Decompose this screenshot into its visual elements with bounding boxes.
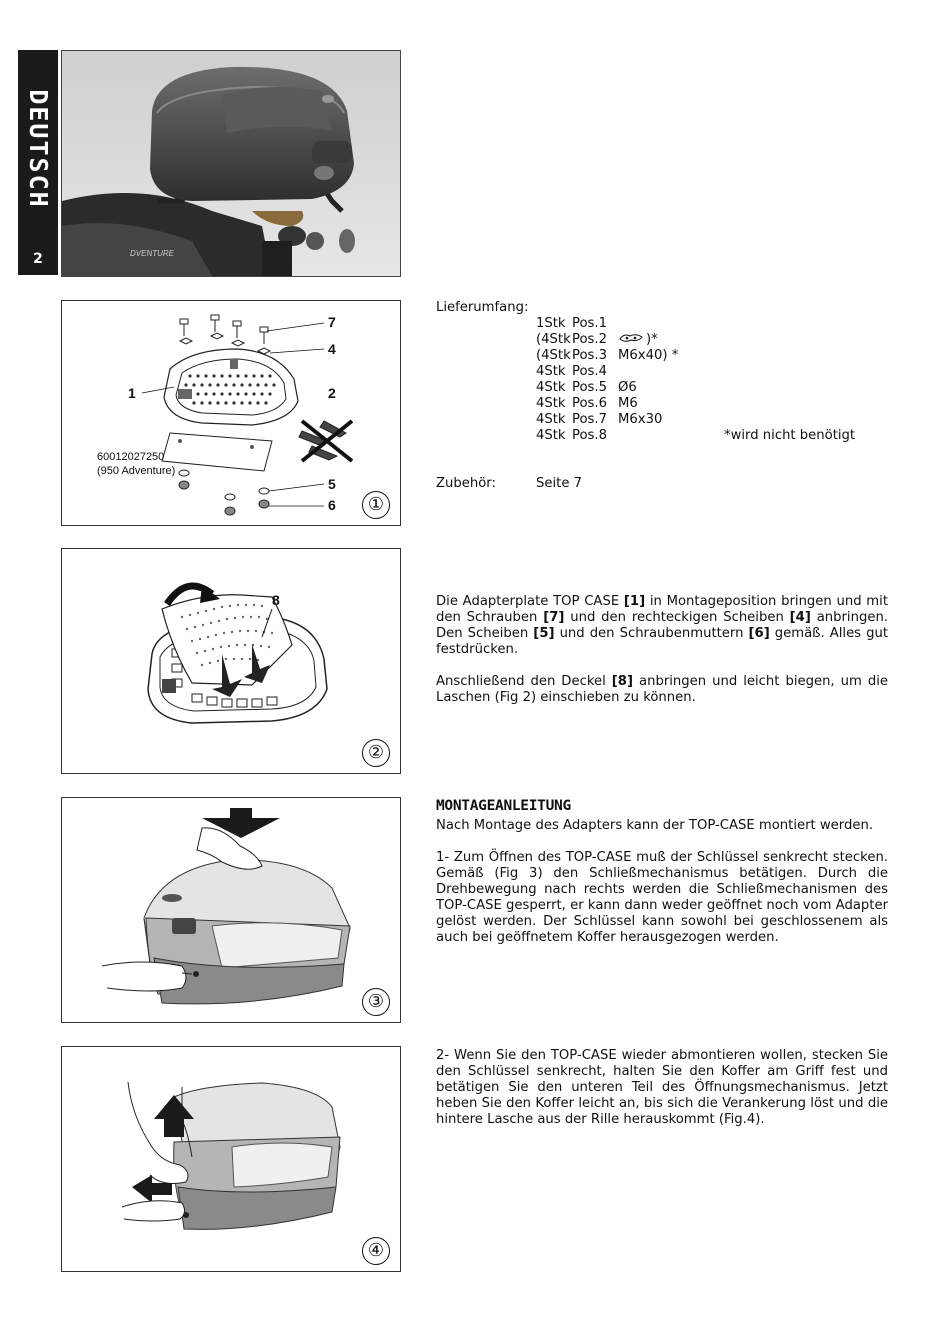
paragraph: Nach Montage des Adapters kann der TOP-CASE montiert werden. [436,818,874,833]
parts-exploded-diagram [62,301,400,525]
callout-5: 5 [328,476,336,492]
spec: M6 [618,396,638,411]
motorcycle-topcase-photo [62,51,400,276]
accessory-value: Seite 7 [536,476,583,491]
spec: M6x30 [618,412,663,427]
paragraph: 2- Wenn Sie den TOP-CASE wieder abmontieren wollen, stecken Sie den Schlüssel senkrecht, halten Sie den Koffer am Griff fest und betätigen Sie den unteren Teil des Öffnungsmechanismus. Jetzt heben Sie den Koffer leicht an, bis sich die Verankerung löst und die hintere Lasche aus der Rille herauskommt (Fig.4). [436,1048,888,1127]
language-tab [18,50,58,275]
pos: Pos.1 [572,316,608,331]
removal-instructions [436,1048,888,1128]
paragraph: Anschließend den Deckel [8] anbringen und leicht biegen, um die Laschen (Fig 2) einschieben zu können. [436,674,888,705]
contents-label: Lieferumfang: [436,300,529,315]
pos: Pos.2 [572,332,608,347]
qty: 4Stk [536,412,566,427]
figure-number: ③ [362,988,390,1016]
callout-6: 6 [328,497,336,513]
cover-mounting-diagram [62,549,400,773]
callout-1: 1 [128,385,136,401]
note: *wird nicht benötigt [724,428,856,443]
paragraph: Die Adapterplate TOP CASE [1] in Montageposition bringen und mit den Schrauben [7] und den rechteckigen Scheiben [4] anbringen. Den Scheiben [5] und den Schraubenmuttern [6] gemäß. Alles gut festdrücken. [436,594,888,657]
spec: Ø6 [618,380,637,395]
callout-7: 7 [328,314,336,330]
list-item [436,332,888,348]
qty: 4Stk [536,428,566,443]
list-item [436,348,888,364]
part-code: 60012027250 [97,451,165,463]
callout-2: 2 [328,385,336,401]
qty: 4Stk [536,396,566,411]
language-label: DEUTSCH [24,89,53,209]
section-heading: MONTAGEANLEITUNG [436,798,571,814]
bolt-icon [180,315,268,344]
qty: (4Stk [536,332,571,347]
montage-section [436,798,888,946]
part-model: (950 Adventure) [97,465,176,477]
callout-4: 4 [328,341,336,357]
list-item [436,396,888,412]
page-number: 2 [33,251,43,267]
qty: (4Stk [536,348,571,363]
callout-8: 8 [272,592,280,608]
pos: Pos.4 [572,364,608,379]
list-item [436,380,888,396]
figure-number: ② [362,739,390,767]
qty: 4Stk [536,364,566,379]
qty: 4Stk [536,380,566,395]
pos: Pos.8 [572,428,608,443]
spec: M6x40) * [618,348,679,363]
adapter-instructions [436,594,888,706]
topcase-open-diagram [62,798,400,1022]
list-item [436,428,888,444]
figure-2-cover [61,548,401,774]
spec: )* [646,332,658,347]
pos: Pos.6 [572,396,608,411]
list-item [436,316,888,332]
accessory-label: Zubehör: [436,476,496,491]
contents-list [436,300,888,492]
pos: Pos.5 [572,380,608,395]
figure-3-open [61,797,401,1023]
topcase-remove-diagram [62,1047,400,1271]
pos: Pos.7 [572,412,608,427]
list-item [436,412,888,428]
figure-4-remove [61,1046,401,1272]
figure-number: ④ [362,1237,390,1265]
figure-number: ① [362,491,390,519]
paragraph: 1- Zum Öffnen des TOP-CASE muß der Schlüssel senkrecht stecken. Gemäß (Fig 3) den Schließmechanismus betätigen. Durch die Drehbewegung nach rechts werden die Schließmechanismen des TOP-CASE gesperrt, er kann dann weder geöffnet noch vom Adapter gelöst werden. Der Schlüssel kann sowohl bei geschlossenem als auch bei geöffnetem Koffer herausgezogen werden. [436,850,888,945]
clip-icon [618,332,644,349]
svg-text:DVENTURE: DVENTURE [130,249,175,258]
product-photo [61,50,401,277]
pos: Pos.3 [572,348,608,363]
figure-1-parts [61,300,401,526]
qty: 1Stk [536,316,566,331]
list-item [436,364,888,380]
